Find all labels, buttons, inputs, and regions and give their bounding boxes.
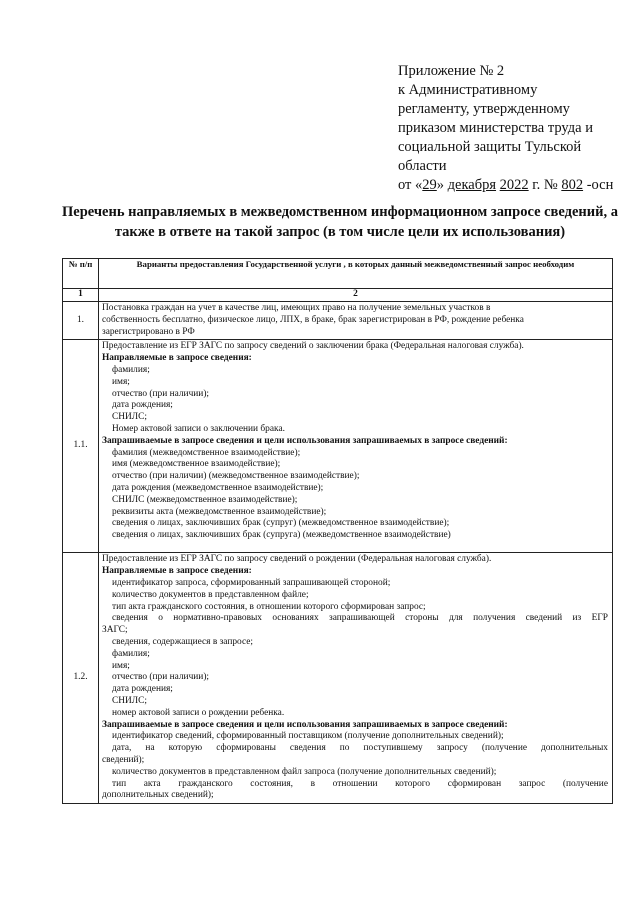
row-line: идентификатор сведений, сформированный поставщиком (получение дополнительных сведений); bbox=[112, 731, 504, 742]
row-line: Постановка граждан на учет в качестве лиц, имеющих право на получение земельных участков в bbox=[102, 303, 491, 313]
date-mid: г. № bbox=[528, 177, 562, 193]
row-line: тип акта гражданского состояния, в отношении которого сформирован запрос; bbox=[112, 601, 426, 612]
section-heading: Направляемые в запросе сведения: bbox=[102, 566, 252, 577]
table-row bbox=[63, 553, 613, 804]
column-number: 1 bbox=[63, 289, 99, 302]
row-line: тип акта гражданского состояния, в отношении которого сформирован запрос (получение bbox=[112, 778, 608, 789]
row-line: фамилия (межведомственное взаимодействие); bbox=[112, 447, 301, 458]
row-line: номер актовой записи о рождении ребенка. bbox=[112, 707, 285, 718]
row-line: имя; bbox=[112, 660, 130, 671]
document-title: Перечень направляемых в межведомственном информационном запросе сведений, а также в ответе на такой запрос (в том числе цели их использования) bbox=[62, 204, 618, 240]
date-year: 2022 bbox=[499, 177, 529, 193]
row-line: фамилия; bbox=[112, 648, 150, 659]
row-line: Номер актовой записи о заключении брака. bbox=[112, 423, 285, 434]
row-line: зарегистрировано в РФ bbox=[102, 326, 195, 337]
row-line: дата рождения; bbox=[112, 400, 173, 411]
row-line: Предоставление из ЕГР ЗАГС по запросу сведений о заключении брака (Федеральная налоговая служба). bbox=[102, 341, 524, 352]
row-line: СНИЛС; bbox=[112, 412, 148, 423]
row-line: количество документов в представленном файл запроса (получение дополнительных сведений); bbox=[112, 766, 497, 777]
row-content bbox=[99, 553, 613, 804]
row-line: СНИЛС (межведомственное взаимодействие); bbox=[112, 494, 298, 505]
row-line: сведения о нормативно-правовых основаниях запрашивающей стороны для получения сведений из ЕГР bbox=[112, 613, 608, 624]
table-header-row bbox=[63, 259, 613, 289]
row-line: сведения о лицах, заключивших брак (супруг) (межведомственное взаимодействие); bbox=[112, 518, 450, 529]
row-content bbox=[99, 340, 613, 553]
requests-table bbox=[62, 258, 613, 804]
row-line: сведения, содержащиеся в запросе; bbox=[112, 636, 253, 647]
row-line: Предоставление из ЕГР ЗАГС по запросу сведений о рождении (Федеральная налоговая служба). bbox=[102, 554, 492, 565]
appendix-line: регламенту, утвержденному bbox=[398, 101, 570, 117]
row-line: реквизиты акта (межведомственное взаимодействие); bbox=[112, 506, 327, 517]
date-month: декабря bbox=[447, 177, 497, 193]
row-line: сведения о лицах, заключивших брак (супруга) (межведомственное взаимодействие) bbox=[112, 530, 451, 541]
date-day: 29 bbox=[422, 177, 437, 193]
row-line: дата рождения (межведомственное взаимодействие); bbox=[112, 482, 324, 493]
date-prefix: от « bbox=[398, 177, 423, 193]
section-heading: Направляемые в запросе сведения: bbox=[102, 353, 252, 364]
table-row bbox=[63, 340, 613, 553]
appendix-line: социальной защиты Тульской bbox=[398, 139, 582, 155]
section-heading: Запрашиваемые в запросе сведения и цели использования запрашиваемых в запросе сведений: bbox=[102, 719, 508, 730]
row-line: отчество (при наличии) (межведомственное взаимодействие); bbox=[112, 471, 360, 482]
row-content bbox=[99, 302, 613, 340]
date-suffix: -осн bbox=[583, 177, 614, 193]
row-line: СНИЛС; bbox=[112, 695, 148, 706]
row-line: количество документов в представленном файле; bbox=[112, 589, 309, 600]
row-line: ЗАГС; bbox=[102, 625, 128, 636]
appendix-line: к Административному bbox=[398, 82, 538, 98]
row-line: дополнительных сведений); bbox=[102, 790, 214, 801]
row-line: сведений); bbox=[102, 754, 145, 765]
appendix-date bbox=[398, 176, 634, 195]
row-line: имя (межведомственное взаимодействие); bbox=[112, 459, 281, 470]
row-line: отчество (при наличии); bbox=[112, 672, 210, 683]
row-line: дата, на которую сформированы сведения по поступившему запросу (получение дополнительных bbox=[112, 743, 608, 754]
row-number: 1. bbox=[63, 302, 99, 340]
row-line: собственность бесплатно, физическое лицо, ЛПХ, в браке, брак зарегистрирован в РФ, рождение ребенка bbox=[102, 314, 524, 325]
order-number: 802 bbox=[561, 177, 584, 193]
appendix-line: приказом министерства труда и bbox=[398, 120, 593, 136]
row-line: идентификатор запроса, сформированный запрашивающей стороной; bbox=[112, 577, 391, 588]
row-line: дата рождения; bbox=[112, 684, 173, 695]
column-number-row bbox=[63, 289, 613, 302]
row-line: отчество (при наличии); bbox=[112, 388, 210, 399]
column-number: 2 bbox=[99, 289, 613, 302]
row-number: 1.2. bbox=[63, 553, 99, 804]
table-row bbox=[63, 302, 613, 340]
header-number: № п/п bbox=[63, 259, 99, 289]
header-variants: Варианты предоставления Государственной услуги , в которых данный межведомственный запрос необходим bbox=[99, 259, 613, 289]
row-number: 1.1. bbox=[63, 340, 99, 553]
appendix-block bbox=[398, 62, 634, 195]
appendix-line: области bbox=[398, 158, 447, 174]
date-sep: » bbox=[436, 177, 448, 193]
section-heading: Запрашиваемые в запросе сведения и цели использования запрашиваемых в запросе сведений: bbox=[102, 435, 508, 446]
row-line: имя; bbox=[112, 376, 130, 387]
appendix-line: Приложение № 2 bbox=[398, 63, 505, 79]
row-line: фамилия; bbox=[112, 364, 150, 375]
